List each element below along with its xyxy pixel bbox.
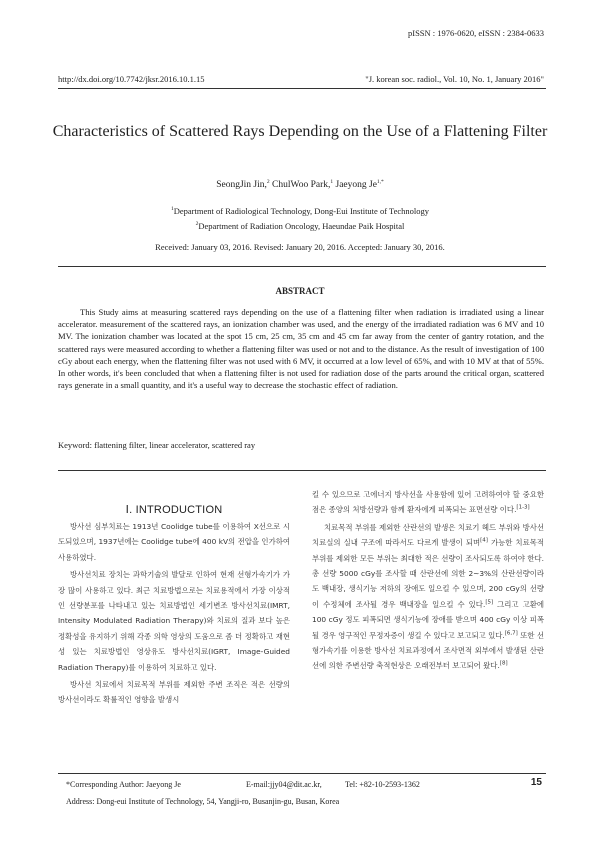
author-2: ChulWoo Park, (269, 180, 331, 190)
abstract-heading: ABSTRACT (275, 286, 325, 296)
paragraph-text: 가능한 치료목적 부위를 제외한 모든 부위는 최대한 적은 선량이 조사되도록 하여야 한다. 총 선량 5000 cGy를 조사할 때 산란선에 의한 2~3%의 산란선량이라도 백내장, 생식기능 저하의 장애도 일으킬 수 있으며, 200 cGy의 선량이 수정체에 조사될 경우 백내장을 일으킬 수 있다. (312, 538, 544, 609)
author-email: E-mail:jjy04@dit.ac.kr, (246, 780, 322, 789)
author-2-affil: 1 (330, 178, 334, 185)
author-1: SeongJin Jin, (216, 180, 267, 190)
doi-link[interactable]: http://dx.doi.org/10.7742/jksr.2016.10.1.15 (58, 74, 205, 84)
keywords: Keyword: flattening filter, linear accelerator, scattered ray (58, 440, 256, 450)
footer-rule (58, 773, 546, 774)
paragraph-text: 그리고 고환에 100 cGy 정도 피폭되면 생식기능에 장애를 받으며 400 cGy 이상 피폭될 경우 영구적인 무정자증이 생길 수 있다고 보고되고 있다. (312, 599, 544, 640)
affiliation-1-mark: 1 (171, 206, 174, 213)
author-3: Jaeyong Je (333, 180, 377, 190)
paragraph: 방사선 심부치료는 1913년 Coolidge tube를 이용하여 X선으로 시도되었으며, 1937년에는 Coolidge tube에 400 kV의 전압을 인가하여 사용하였다. (58, 522, 290, 562)
citation-ref[interactable]: [4] (480, 537, 488, 544)
journal-citation: "J. korean soc. radiol., Vol. 10, No. 1, January 2016" (365, 74, 544, 84)
paragraph: 방사선치료 장치는 과학기술의 발달로 인하여 현재 선형가속기가 가장 많이 사용하고 있다. 최근 치료방법으로는 치료용적에서 가장 이상적인 선량분포를 나타내고 있는 치료방법인 세기변조 방사선치료(IMRT, Intensity Modulated Radiation Therapy)와 치료의 질과 보다 높은 정확성을 유지하기 위해 각종 의학 영상의 도움으로 좀 더 정확하고 재현성 있는 치료방법인 영상유도 방사선치료(IGRT, Image-Guided Radiation Therapy)를 이용하여 치료하고 있다. (58, 570, 290, 672)
affiliation-2-text: Department of Radiation Oncology, Haeundae Paik Hospital (198, 221, 405, 231)
issn-line: pISSN : 1976-0620, eISSN : 2384-0633 (407, 28, 544, 38)
body-column-left (58, 519, 290, 710)
paragraph: 방사선 치료에서 치료목적 부위를 제외한 주변 조직은 적은 선량의 방사선이라도 확률적인 영향을 발생시 (58, 680, 290, 705)
body-column-right (312, 487, 544, 676)
paragraph (312, 520, 544, 674)
affiliation-2-mark: 2 (195, 221, 199, 228)
citation-ref[interactable]: [1-3] (516, 504, 530, 511)
header-rule (58, 88, 546, 89)
citation-ref[interactable]: [8] (499, 661, 508, 667)
author-phone: Tel: +82-10-2593-1362 (345, 780, 420, 789)
received-dates: Received: January 03, 2016. Revised: January 20, 2016. Accepted: January 30, 2016. (155, 242, 445, 252)
affiliation-1 (40, 206, 560, 216)
page-number: 15 (530, 777, 542, 788)
abstract-bottom-rule (58, 470, 546, 471)
author-1-affil: 2 (266, 178, 270, 185)
corresponding-author: *Corresponding Author: Jaeyong Je (66, 780, 181, 789)
citation-ref[interactable]: [6,7] (504, 630, 518, 637)
author-address: Address: Dong-eui Institute of Technology, 54, Yangji-ro, Busanjin-gu, Busan, Korea (66, 797, 340, 806)
section-heading-introduction: Ⅰ. INTRODUCTION (125, 504, 223, 516)
affiliation-2 (40, 221, 560, 231)
citation-ref[interactable]: [5] (485, 599, 494, 606)
abstract-text: This Study aims at measuring scattered rays depending on the use of a flattening filter when radiation is irradiated using a linear accelerator. measurement of the scattered rays, an ionization chamber was used, and the energy of the irradiated radiation was 6 MV and 10 MV. The ionization chamber was located at the spot 15 cm, 25 cm, 35 cm and 45 cm far away from the center of gantry rotation, and the scattered rays were measured according to whether a flattening filter was used or not and to the distance. As the result of investigation of 100 cGy about each energy, when the flattening filter was not used with 6 MV, it occurred at a low level of 65%, and with 10 MV at that of 55%. In other words, it's been concluded that when a flattening filter is not used for radiation dose of the parts around the critical organ, scattered rays generate in a small quantity, and it's a useful way to decrease the stochastic effect of radiation. (58, 307, 544, 391)
paragraph-text: 치료목적 부위를 제외한 산란선의 발생은 치료기 헤드 부위와 방사선 치료실의 실내 구조에 따라서도 다르게 발생이 되며 (312, 522, 544, 548)
paragraph (312, 487, 544, 518)
abstract-top-rule (58, 266, 546, 267)
author-3-affil: 1,* (376, 178, 384, 185)
paragraph-text: 또한 선형가속기를 이용한 방사선 치료과정에서 조사면적 외부에서 발생된 산란선에 의한 주변선량 축적현상은 오래전부터 보고되어 왔다. (312, 630, 544, 671)
paragraph-text: 킬 수 있으므로 고에너지 방사선을 사용함에 있어 고려하여야 할 중요한 점은 종양의 처방선량과 함께 환자에게 피폭되는 표면선량 이다. (312, 490, 544, 515)
author-list (40, 180, 560, 190)
paper-title: Characteristics of Scattered Rays Depending on the Use of a Flattening Filter (52, 123, 548, 140)
affiliation-1-text: Department of Radiological Technology, Dong-Eui Institute of Technology (173, 206, 429, 216)
